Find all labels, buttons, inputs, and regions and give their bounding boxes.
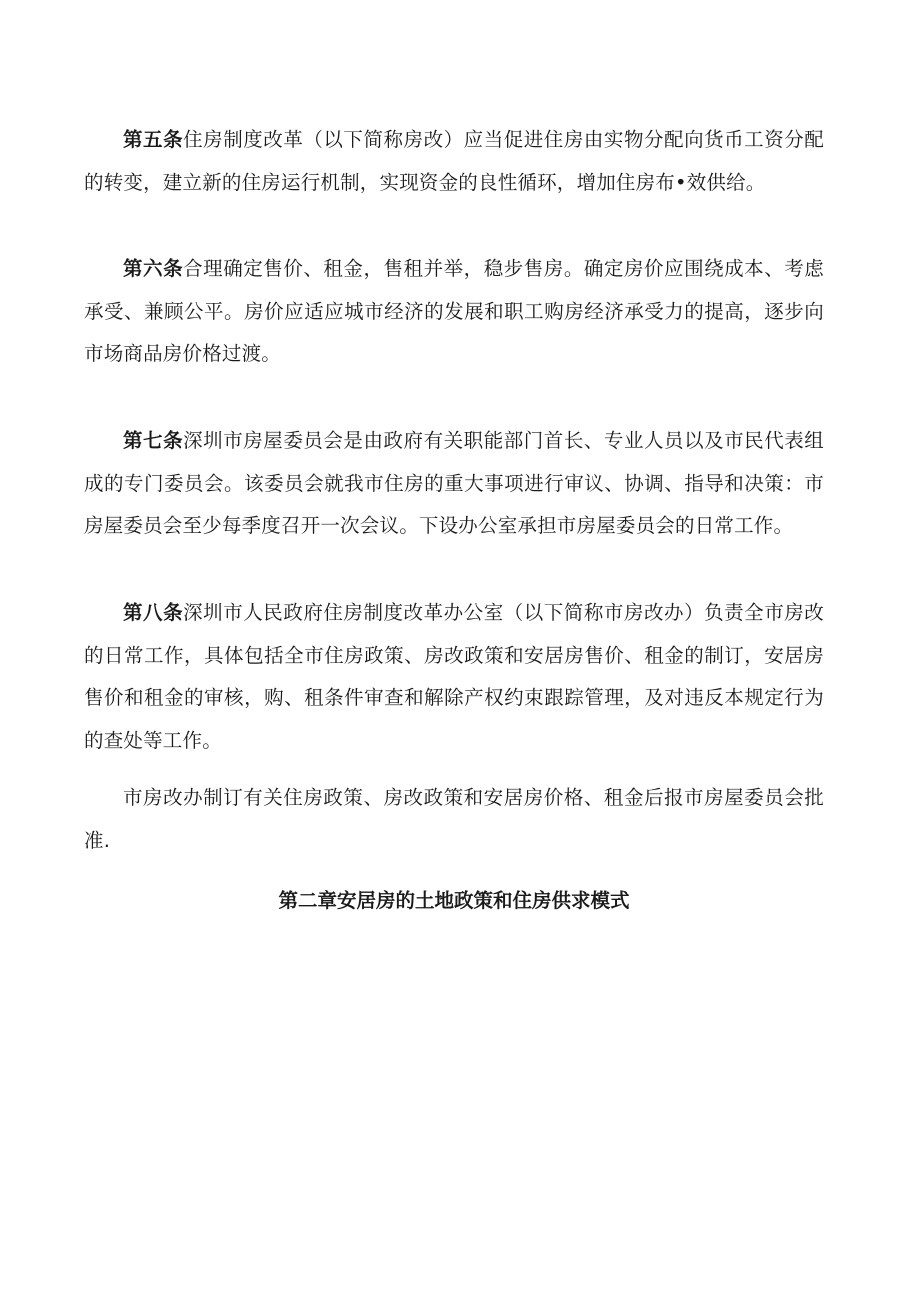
article-8 — [84, 592, 824, 762]
article-5-text: 住房制度改革（以下简称房改）应当促进住房由实物分配向货币工资分配的转变，建立新的住房运行机制，实现资金的良性循环，增加住房布•效供给。 — [84, 128, 824, 194]
article-8-text: 深圳市人民政府住房制度改革办公室（以下简称市房改办）负责全市房改的日常工作，具体包括全市住房政策、房改政策和安居房售价、租金的制订，安居房售价和租金的审核，购、租条件审查和解除产权约束跟踪管理，及对违反本规定行为的查处等工作。 — [84, 601, 824, 752]
chapter-title: 第二章安居房的土地政策和住房供求模式 — [278, 889, 630, 912]
article-8-paragraph-2: 市房改办制订有关住房政策、房改政策和安居房价格、租金后报市房屋委员会批准. — [84, 786, 824, 852]
article-7-label: 第七条 — [123, 429, 184, 452]
article-6-label: 第六条 — [123, 257, 184, 280]
article-6-text: 合理确定售价、租金，售租并举，稳步售房。确定房价应围绕成本、考虑承受、兼顾公平。房价应适应城市经济的发展和职工购房经济承受力的提高，逐步向市场商品房价格过渡。 — [84, 257, 824, 365]
article-6 — [84, 248, 824, 376]
article-8-label: 第八条 — [123, 601, 184, 624]
article-7-text: 深圳市房屋委员会是由政府有关职能部门首长、专业人员以及市民代表组成的专门委员会。该委员会就我市住房的重大事项进行审议、协调、指导和决策：市房屋委员会至少每季度召开一次会议。下设办公室承担市房屋委员会的日常工作。 — [84, 429, 824, 537]
article-5 — [84, 119, 824, 204]
article-7 — [84, 420, 824, 548]
article-5-label: 第五条 — [123, 128, 184, 151]
